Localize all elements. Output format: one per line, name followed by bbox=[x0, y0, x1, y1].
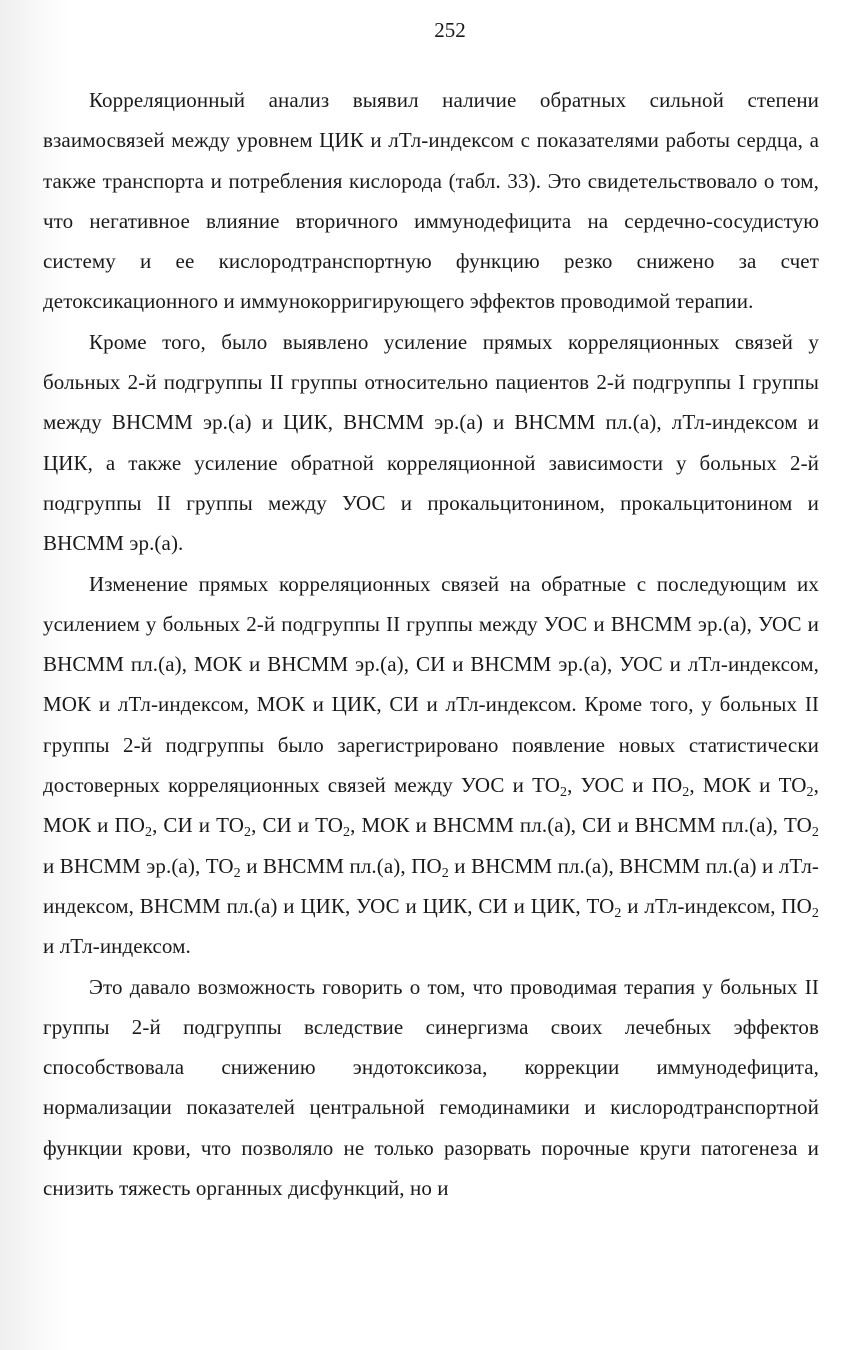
text-segment: и лТл-индексом. bbox=[43, 934, 191, 959]
subscript: 2 bbox=[806, 785, 814, 801]
text-segment: и лТл-индексом, ПО bbox=[621, 893, 812, 918]
text-segment: , СИ и ТО bbox=[152, 813, 245, 838]
subscript: 2 bbox=[144, 825, 153, 841]
subscript: 2 bbox=[244, 825, 252, 841]
text-segment: , МОК и ВНСММ пл.(а), СИ и ВНСММ пл.(а), ТО bbox=[350, 813, 812, 838]
text-segment: Изменение прямых корреляционных связей на обратные с последующим их усилением у больных 2-й подгруппы II группы между УОС и ВНСММ эр.(а), УОС и ВНСММ пл.(а), МОК и ВНСММ эр.(а), СИ и ВНСММ эр.(а), УОС и лТл-индексом, МОК и лТл-индексом, МОК и ЦИК, СИ и лТл-индексом. Кроме того, у больных II группы 2-й подгруппы было зарегистрировано появление новых статистически достоверных корреляционных связей между УОС и ТО bbox=[43, 571, 819, 798]
subscript: 2 bbox=[233, 865, 241, 881]
subscript: 2 bbox=[811, 905, 819, 921]
subscript: 2 bbox=[682, 785, 690, 801]
subscript: 2 bbox=[343, 825, 351, 841]
text-segment: , УОС и ПО bbox=[567, 773, 683, 798]
subscript: 2 bbox=[811, 825, 820, 841]
subscript: 2 bbox=[441, 865, 449, 881]
paragraph-therapy-conclusion bbox=[43, 967, 819, 1209]
body-text bbox=[43, 80, 819, 1208]
text-segment: Это давало возможность говорить о том, что проводимая терапия у больных II группы 2-й подгруппы вследствие синергизма своих лечебных эффектов способствовала снижению эндотоксикоза, коррекции иммунодефицита, нормализации показателей центральной гемодинамики и кислородтранспортной функции крови, что позволяло не только разорвать порочные круги патогенеза и снизить тяжесть органных дисфункций, но и bbox=[43, 974, 819, 1201]
subscript: 2 bbox=[560, 785, 568, 801]
text-segment: , СИ и ТО bbox=[251, 813, 344, 838]
text-segment: Кроме того, было выявлено усиление прямых корреляционных связей у больных 2-й подгруппы II группы относительно пациентов 2-й подгруппы I группы между ВНСММ эр.(а) и ЦИК, ВНСММ эр.(а) и ВНСММ пл.(а), лТл-индексом и ЦИК, а также усиление обратной корреляционной зависимости у больных 2-й подгруппы II группы между УОС и прокальцитонином, прокальцитонином и ВНСММ эр.(а). bbox=[43, 329, 819, 556]
text-segment: Корреляционный анализ выявил наличие обратных сильной степени взаимосвязей между уровнем ЦИК и лТл-индексом с показателями работы сердца, а также транспорта и потребления кислорода (табл. 33). Это свидетельствовало о том, что негативное влияние вторичного иммунодефицита на сердечно-сосудистую систему и ее кислородтранспортную функцию резко снижено за счет детоксикационного и иммунокорригирующего эффектов проводимой терапии. bbox=[43, 88, 819, 314]
text-segment: , МОК и ТО bbox=[689, 773, 807, 798]
text-segment: и ВНСММ пл.(а), ВНСММ пл.(а) и лТл-индексом, ВНСММ пл.(а) и ЦИК, УОС и ЦИК, СИ и ЦИК, ТО bbox=[43, 853, 819, 918]
paragraph-correlation-changes bbox=[43, 564, 819, 967]
text-segment: и ВНСММ пл.(а), ПО bbox=[240, 853, 442, 878]
text-segment: и ВНСММ эр.(а), ТО bbox=[43, 853, 234, 878]
text-segment: , МОК и ПО bbox=[43, 773, 819, 838]
paragraph-direct-correlations bbox=[43, 322, 819, 564]
paragraph-correlation-analysis bbox=[43, 80, 819, 322]
page-number: 252 bbox=[434, 18, 466, 42]
subscript: 2 bbox=[614, 905, 622, 921]
